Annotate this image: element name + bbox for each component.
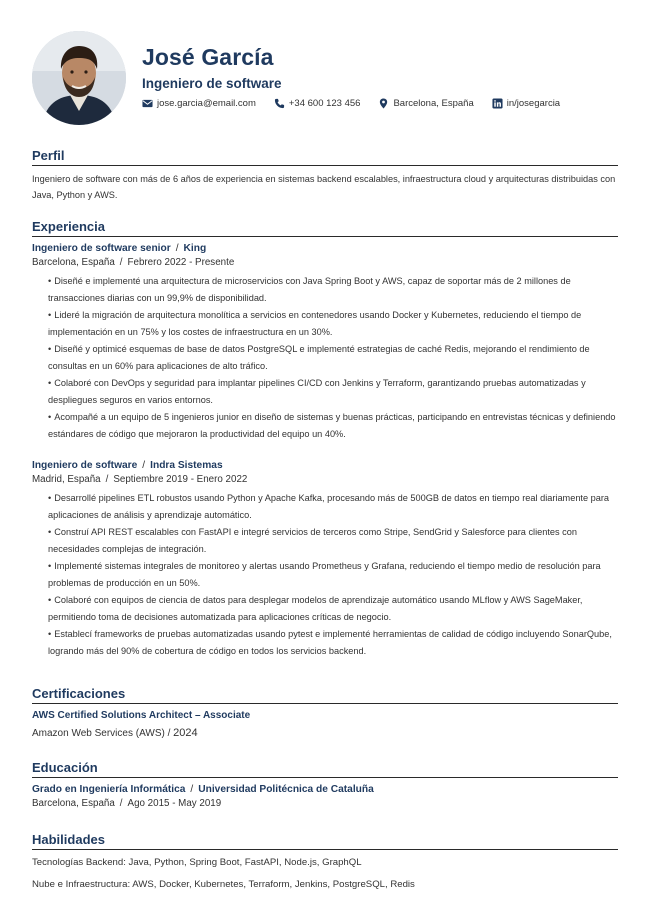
list-item [48,524,618,557]
education-meta-line [32,798,618,809]
contact-email-text: jose.garcia@email.com [157,98,256,109]
bullet-text: Acompañé a un equipo de 5 ingenieros junior en diseño de sistemas y buenas prácticas, participando en entrevistas técnicas y definiendo estándares de código que mejoraron la productividad del equipo un 40%. [48,412,616,439]
section-title: Certificaciones [32,686,618,704]
education-school: Universidad Politécnica de Cataluña [198,784,374,795]
education-location: Barcelona, España [32,798,115,809]
bullet-glyph: • [48,561,52,571]
certification-name: AWS Certified Solutions Architect – Associate [32,710,251,721]
profile-section [32,148,618,203]
resume-header [32,31,622,127]
contact-email[interactable] [142,98,256,109]
list-item [48,341,618,374]
skills-section [32,832,618,890]
bullet-glyph: • [48,378,52,388]
list-item [48,273,618,306]
profile-photo [32,31,126,125]
bullet-text: Establecí frameworks de pruebas automatizadas usando pytest e implementé herramientas de calidad de código incluyendo SonarQube, logrando más del 90% de cobertura de código en todos los servicios backend. [48,629,612,656]
phone-icon [274,98,285,109]
section-title: Habilidades [32,832,618,850]
skill-line: Tecnologías Backend: Java, Python, Spring Boot, FastAPI, Node.js, GraphQL [32,857,362,868]
location-icon [378,98,389,109]
job-entry [32,460,618,659]
job-entry [32,243,618,442]
linkedin-icon [492,98,503,109]
contact-location [378,98,473,109]
contact-linkedin-text: in/josegarcia [506,98,561,109]
section-title: Experiencia [32,219,618,237]
bullet-glyph: • [48,310,52,320]
certification-issuer: Amazon Web Services (AWS) / [32,728,171,739]
job-dates: Febrero 2022 - Presente [127,257,235,268]
job-meta-line [32,474,618,485]
contact-location-text: Barcelona, España [393,98,474,109]
job-meta-line [32,257,618,268]
job-title-line [32,243,618,254]
bullet-glyph: • [48,493,52,503]
list-item [48,558,618,591]
mail-icon [142,98,153,109]
job-position: Ingeniero de software senior [32,243,171,254]
job-position: Ingeniero de software [32,460,138,471]
job-location: Madrid, España [32,474,101,485]
job-bullets [32,490,618,659]
contact-phone[interactable] [274,98,361,109]
list-item [48,490,618,523]
bullet-text: Colaboré con DevOps y seguridad para implantar pipelines CI/CD con Jenkins y Terraform, garantizando pruebas automatizadas y despliegues seguros en varios entornos. [48,378,586,405]
job-location: Barcelona, España [32,257,115,268]
experience-section [32,219,618,660]
bullet-text: Implementé sistemas integrales de monitoreo y alertas usando Prometheus y Grafana, reduciendo el tiempo medio de resolución para problemas de producción en un 50%. [48,561,601,588]
separator: / [190,784,194,795]
job-company: Indra Sistemas [150,460,223,471]
bullet-glyph: • [48,412,52,422]
job-dates: Septiembre 2019 - Enero 2022 [113,474,248,485]
education-title-line [32,784,618,795]
job-company: King [183,243,207,254]
bullet-glyph: • [48,276,52,286]
bullet-text: Lideré la migración de arquitectura monolítica a servicios en contenedores usando Docker y Kubernetes, reduciendo el tiempo de implementación en un 75% y los costes de infraestructura en un 30%. [48,310,582,337]
profile-text: Ingeniero de software con más de 6 años de experiencia en sistemas backend escalables, infraestructura cloud y arquitecturas distribuidas con Java, Python y AWS. [32,174,616,200]
separator: / [119,257,123,268]
separator: / [119,798,123,809]
list-item [48,375,618,408]
section-title: Educación [32,760,618,778]
certification-meta [32,727,618,739]
bullet-text: Colaboré con equipos de ciencia de datos para desplegar modelos de aprendizaje automático usando MLflow y AWS SageMaker, permitiendo toma de decisiones automatizada para aplicaciones críticas de negocio. [48,595,583,622]
bullet-glyph: • [48,595,52,605]
bullet-text: Construí API REST escalables con FastAPI e integré servicios de terceros como Stripe, SendGrid y Salesforce para clientes con necesidades complejas de integración. [48,527,577,554]
candidate-role: Ingeniero de software [142,76,282,91]
bullet-text: Diseñé e implementé una arquitectura de microservicios con Java Spring Boot y AWS, capaz de soportar más de 2 millones de transacciones diarias con un 99,9% de disponibilidad. [48,276,571,303]
education-dates: Ago 2015 - May 2019 [127,798,222,809]
job-bullets [32,273,618,442]
skill-line: Nube e Infraestructura: AWS, Docker, Kubernetes, Terraform, Jenkins, PostgreSQL, Redis [32,879,415,890]
contact-phone-text: +34 600 123 456 [288,98,361,109]
bullet-glyph: • [48,629,52,639]
certification-year: 2024 [173,727,198,739]
list-item [48,307,618,340]
list-item [48,626,618,659]
bullet-text: Diseñé y optimicé esquemas de base de datos PostgreSQL e implementé estrategias de caché Redis, mejorando el rendimiento de consultas en un 60% para aplicaciones de alto tráfico. [48,344,590,371]
contact-linkedin[interactable] [492,98,560,109]
separator: / [105,474,109,485]
separator: / [142,460,146,471]
candidate-name: José García [142,44,274,70]
education-entry [32,784,618,809]
education-section [32,760,618,809]
certifications-section [32,686,618,739]
bullet-text: Desarrollé pipelines ETL robustos usando Python y Apache Kafka, procesando más de 500GB de datos en tiempo real diariamente para aplicaciones de análisis y aprendizaje automático. [48,493,610,520]
list-item [48,409,618,442]
contact-row [142,98,578,109]
bullet-glyph: • [48,527,52,537]
job-title-line [32,460,618,471]
bullet-glyph: • [48,344,52,354]
list-item [48,592,618,625]
separator: / [175,243,179,254]
section-title: Perfil [32,148,618,166]
education-degree: Grado en Ingeniería Informática [32,784,186,795]
